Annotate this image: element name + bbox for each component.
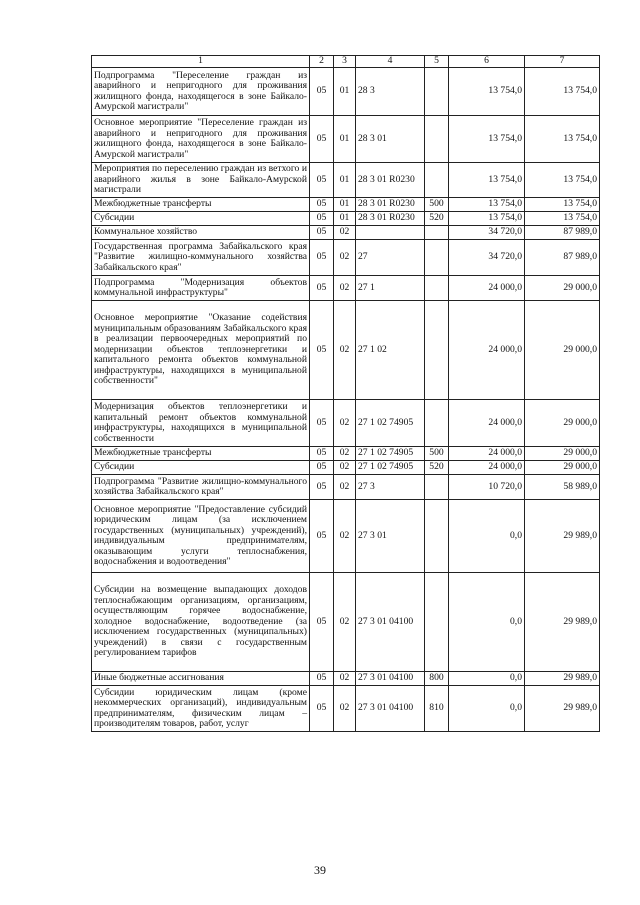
row-target-code: 27 1 02 74905 [356,461,425,475]
table-row [92,116,600,163]
row-subsection: 02 [334,461,356,475]
row-section: 05 [310,447,334,461]
row-amount-col6: 24 000,0 [449,301,525,400]
table-row [92,276,600,301]
row-subsection: 02 [334,475,356,500]
column-header-4: 4 [356,56,425,68]
row-subsection: 02 [334,686,356,732]
row-name: Модернизация объектов теплоэнергетики и капитальный ремонт объектов коммунальной инфраструктуры, находящихся в муниципальной собственности [92,400,310,447]
row-amount-col7: 29 989,0 [525,500,600,573]
row-expense-type: 520 [425,461,449,475]
row-section: 05 [310,686,334,732]
row-amount-col6: 0,0 [449,573,525,672]
row-name: Государственная программа Забайкальского края "Развитие жилищно-коммунального хозяйства Забайкальского края" [92,240,310,276]
row-name: Основное мероприятие "Предоставление субсидий юридическим лицам (за исключением государственных (муниципальных) учреждений), индивидуальным предпринимателям, оказывающим услуги теплоснабжения, водоснабжения и водоотведения" [92,500,310,573]
row-amount-col7: 29 000,0 [525,276,600,301]
table-row [92,672,600,686]
row-amount-col6: 13 754,0 [449,68,525,116]
row-target-code: 27 3 01 04100 [356,686,425,732]
row-amount-col7: 13 754,0 [525,198,600,212]
row-target-code: 27 3 [356,475,425,500]
row-subsection: 02 [334,276,356,301]
row-target-code: 27 1 02 74905 [356,400,425,447]
row-amount-col6: 34 720,0 [449,240,525,276]
row-target-code: 27 [356,240,425,276]
row-amount-col6: 13 754,0 [449,163,525,198]
table-row [92,573,600,672]
row-amount-col7: 13 754,0 [525,212,600,226]
row-subsection: 02 [334,226,356,240]
row-name: Мероприятия по переселению граждан из ветхого и аварийного жилья в зоне Байкало-Амурской магистрали [92,163,310,198]
table-row [92,212,600,226]
row-amount-col7: 29 989,0 [525,573,600,672]
column-header-7: 7 [525,56,600,68]
row-amount-col6: 13 754,0 [449,212,525,226]
table-body [92,68,600,732]
row-subsection: 01 [334,68,356,116]
row-section: 05 [310,301,334,400]
row-expense-type [425,68,449,116]
row-target-code: 28 3 01 R0230 [356,212,425,226]
row-amount-col6: 13 754,0 [449,198,525,212]
row-amount-col7: 29 000,0 [525,400,600,447]
row-subsection: 01 [334,198,356,212]
row-expense-type: 500 [425,198,449,212]
row-amount-col7: 29 000,0 [525,461,600,475]
table-header-row [92,56,600,68]
row-expense-type: 810 [425,686,449,732]
table-row [92,198,600,212]
row-amount-col7: 87 989,0 [525,226,600,240]
table-row [92,447,600,461]
row-amount-col7: 13 754,0 [525,163,600,198]
row-expense-type [425,276,449,301]
row-amount-col7: 29 000,0 [525,447,600,461]
row-target-code [356,226,425,240]
row-expense-type: 500 [425,447,449,461]
row-amount-col7: 87 989,0 [525,240,600,276]
row-amount-col6: 10 720,0 [449,475,525,500]
table-row [92,461,600,475]
row-subsection: 01 [334,116,356,163]
budget-table [91,55,600,732]
row-amount-col7: 58 989,0 [525,475,600,500]
table-row [92,301,600,400]
row-name: Подпрограмма "Модернизация объектов коммунальной инфраструктуры" [92,276,310,301]
row-section: 05 [310,475,334,500]
row-name: Коммунальное хозяйство [92,226,310,240]
row-target-code: 28 3 01 R0230 [356,163,425,198]
row-section: 05 [310,163,334,198]
row-subsection: 02 [334,672,356,686]
row-expense-type [425,301,449,400]
row-expense-type [425,163,449,198]
row-name: Основное мероприятие "Оказание содействия муниципальным образованиям Забайкальского края в реализации первоочередных мероприятий по модернизации объектов теплоэнергетики и капитального ремонта объектов коммунальной инфраструктуры, находящихся в муниципальной собственности" [92,301,310,400]
row-target-code: 27 3 01 04100 [356,573,425,672]
row-amount-col6: 0,0 [449,686,525,732]
row-subsection: 02 [334,573,356,672]
row-expense-type [425,500,449,573]
row-expense-type [425,116,449,163]
row-target-code: 27 3 01 04100 [356,672,425,686]
row-section: 05 [310,573,334,672]
row-name: Субсидии [92,212,310,226]
row-section: 05 [310,68,334,116]
table-row [92,686,600,732]
table-row [92,226,600,240]
row-section: 05 [310,461,334,475]
row-amount-col6: 13 754,0 [449,116,525,163]
row-subsection: 01 [334,212,356,226]
row-section: 05 [310,212,334,226]
row-amount-col6: 34 720,0 [449,226,525,240]
column-header-6: 6 [449,56,525,68]
row-section: 05 [310,198,334,212]
column-header-5: 5 [425,56,449,68]
row-amount-col7: 29 989,0 [525,686,600,732]
column-header-2: 2 [310,56,334,68]
row-name: Субсидии [92,461,310,475]
row-expense-type: 520 [425,212,449,226]
row-subsection: 01 [334,163,356,198]
column-header-3: 3 [334,56,356,68]
table-row [92,475,600,500]
row-expense-type [425,226,449,240]
row-name: Межбюджетные трансферты [92,447,310,461]
row-amount-col7: 13 754,0 [525,116,600,163]
row-amount-col6: 0,0 [449,672,525,686]
row-target-code: 27 3 01 [356,500,425,573]
row-name: Основное мероприятие "Переселение граждан из аварийного и непригодного для проживания жилищного фонда, находящегося в зоне Байкало-Амурской магистрали" [92,116,310,163]
row-name: Подпрограмма "Развитие жилищно-коммунального хозяйства Забайкальского края" [92,475,310,500]
row-target-code: 28 3 01 [356,116,425,163]
row-amount-col7: 13 754,0 [525,68,600,116]
row-subsection: 02 [334,240,356,276]
row-amount-col6: 24 000,0 [449,276,525,301]
page-number: 39 [314,863,326,877]
row-section: 05 [310,672,334,686]
row-section: 05 [310,240,334,276]
row-amount-col7: 29 000,0 [525,301,600,400]
row-amount-col6: 24 000,0 [449,461,525,475]
row-section: 05 [310,116,334,163]
table-row [92,500,600,573]
table-row [92,240,600,276]
row-name: Субсидии юридическим лицам (кроме некоммерческих организаций), индивидуальным предпринимателям, физическим лицам – производителям товаров, работ, услуг [92,686,310,732]
row-name: Подпрограмма "Переселение граждан из аварийного и непригодного для проживания жилищного фонда, находящегося в зоне Байкало-Амурской магистрали" [92,68,310,116]
row-target-code: 27 1 02 [356,301,425,400]
row-subsection: 02 [334,400,356,447]
row-name: Межбюджетные трансферты [92,198,310,212]
row-expense-type: 800 [425,672,449,686]
row-target-code: 28 3 01 R0230 [356,198,425,212]
row-amount-col7: 29 989,0 [525,672,600,686]
row-section: 05 [310,276,334,301]
row-amount-col6: 0,0 [449,500,525,573]
table-row [92,163,600,198]
row-amount-col6: 24 000,0 [449,447,525,461]
row-expense-type [425,475,449,500]
row-section: 05 [310,400,334,447]
row-expense-type [425,400,449,447]
row-target-code: 27 1 [356,276,425,301]
row-subsection: 02 [334,500,356,573]
row-expense-type [425,573,449,672]
table-row [92,68,600,116]
row-name: Иные бюджетные ассигнования [92,672,310,686]
row-amount-col6: 24 000,0 [449,400,525,447]
row-target-code: 28 3 [356,68,425,116]
table-row [92,400,600,447]
row-section: 05 [310,500,334,573]
row-subsection: 02 [334,447,356,461]
row-section: 05 [310,226,334,240]
row-target-code: 27 1 02 74905 [356,447,425,461]
column-header-1: 1 [92,56,310,68]
row-expense-type [425,240,449,276]
row-subsection: 02 [334,301,356,400]
row-name: Субсидии на возмещение выпадающих доходов теплоснабжающим организациям, организациям, осуществляющим горячее водоснабжение, холодное водоснабжение, водоотведение (за исключением государственных (муниципальных) учреждений) в связи с государственным регулированием тарифов [92,573,310,672]
